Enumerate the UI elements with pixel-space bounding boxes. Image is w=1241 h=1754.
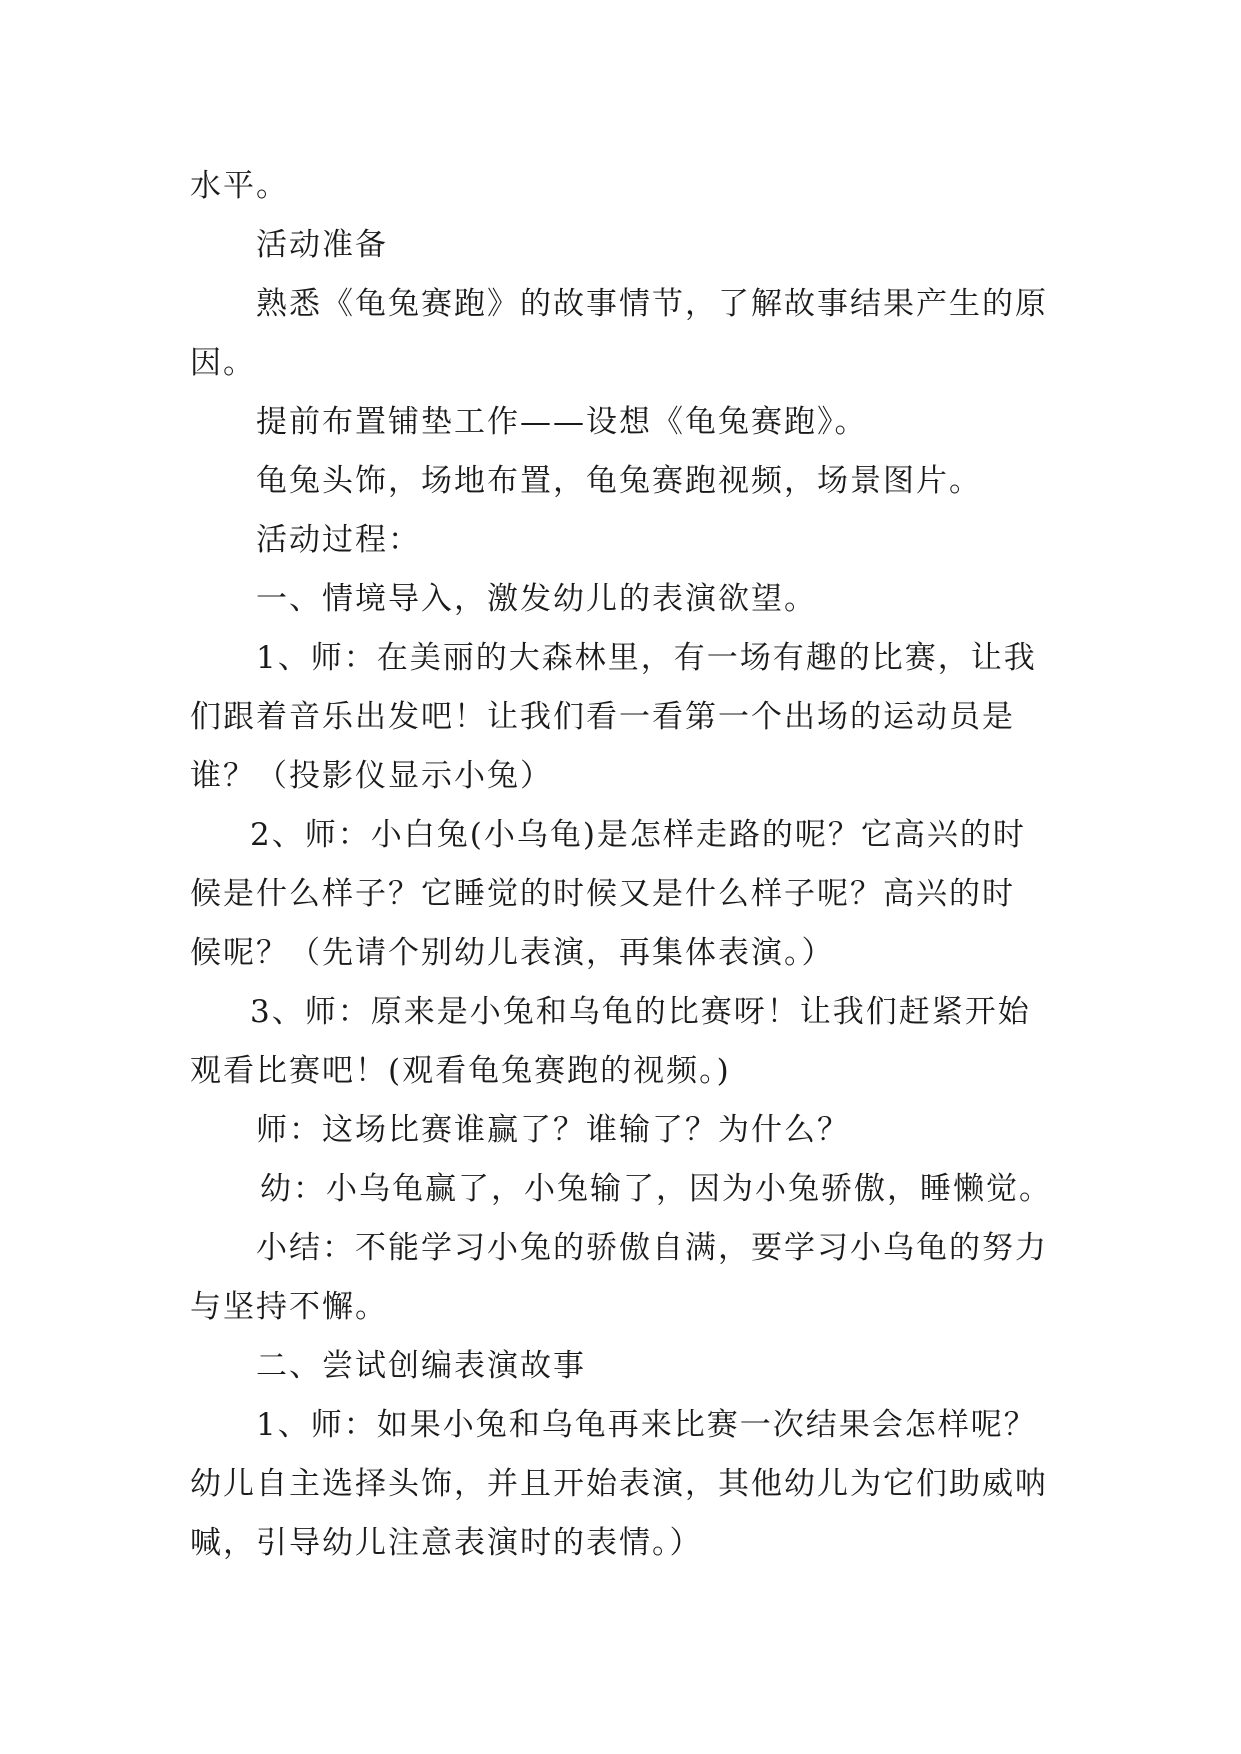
paragraph-line: 幼儿自主选择头饰，并且开始表演，其他幼儿为它们助威呐 xyxy=(190,1466,1048,1502)
paragraph-line: 因。 xyxy=(190,345,256,381)
paragraph-line: 1、师：在美丽的大森林里，有一场有趣的比赛，让我 xyxy=(256,640,1037,676)
paragraph-line: 候呢？（先请个别幼儿表演，再集体表演。） xyxy=(190,935,835,971)
paragraph-line: 观看比赛吧！(观看龟兔赛跑的视频。) xyxy=(190,1053,731,1089)
paragraph-line: 提前布置铺垫工作——设想《龟兔赛跑》。 xyxy=(256,404,868,440)
paragraph-line: 熟悉《龟兔赛跑》的故事情节，了解故事结果产生的原 xyxy=(256,286,1048,322)
paragraph-line: 喊，引导幼儿注意表演时的表情。） xyxy=(190,1525,703,1561)
paragraph-line: 2、师：小白兔(小乌龟)是怎样走路的呢？它高兴的时 xyxy=(250,817,1026,853)
paragraph-line: 师：这场比赛谁赢了？谁输了？为什么？ xyxy=(256,1112,850,1148)
section-heading-preparation: 活动准备 xyxy=(256,227,388,263)
paragraph-line: 与坚持不懈。 xyxy=(190,1289,388,1325)
paragraph-line: 候是什么样子？它睡觉的时候又是什么样子呢？高兴的时 xyxy=(190,876,1015,912)
step-heading-2: 二、尝试创编表演故事 xyxy=(256,1348,586,1384)
paragraph-line: 1、师：如果小兔和乌龟再来比赛一次结果会怎样呢？ xyxy=(256,1407,1037,1443)
step-heading-1: 一、情境导入，激发幼儿的表演欲望。 xyxy=(256,581,817,617)
document-body xyxy=(190,157,1070,1573)
paragraph-line: 3、师：原来是小兔和乌龟的比赛呀！让我们赶紧开始 xyxy=(250,994,1031,1030)
paragraph-line: 水平。 xyxy=(190,168,289,204)
paragraph-line: 幼：小乌龟赢了，小兔输了，因为小兔骄傲，睡懒觉。 xyxy=(260,1171,1052,1207)
paragraph-line: 谁？（投影仪显示小兔） xyxy=(190,758,553,794)
paragraph-line: 龟兔头饰，场地布置，龟兔赛跑视频，场景图片。 xyxy=(256,463,982,499)
section-heading-process: 活动过程： xyxy=(256,522,421,558)
summary-line: 小结：不能学习小兔的骄傲自满，要学习小乌龟的努力 xyxy=(256,1230,1048,1266)
paragraph-line: 们跟着音乐出发吧！让我们看一看第一个出场的运动员是 xyxy=(190,699,1015,735)
